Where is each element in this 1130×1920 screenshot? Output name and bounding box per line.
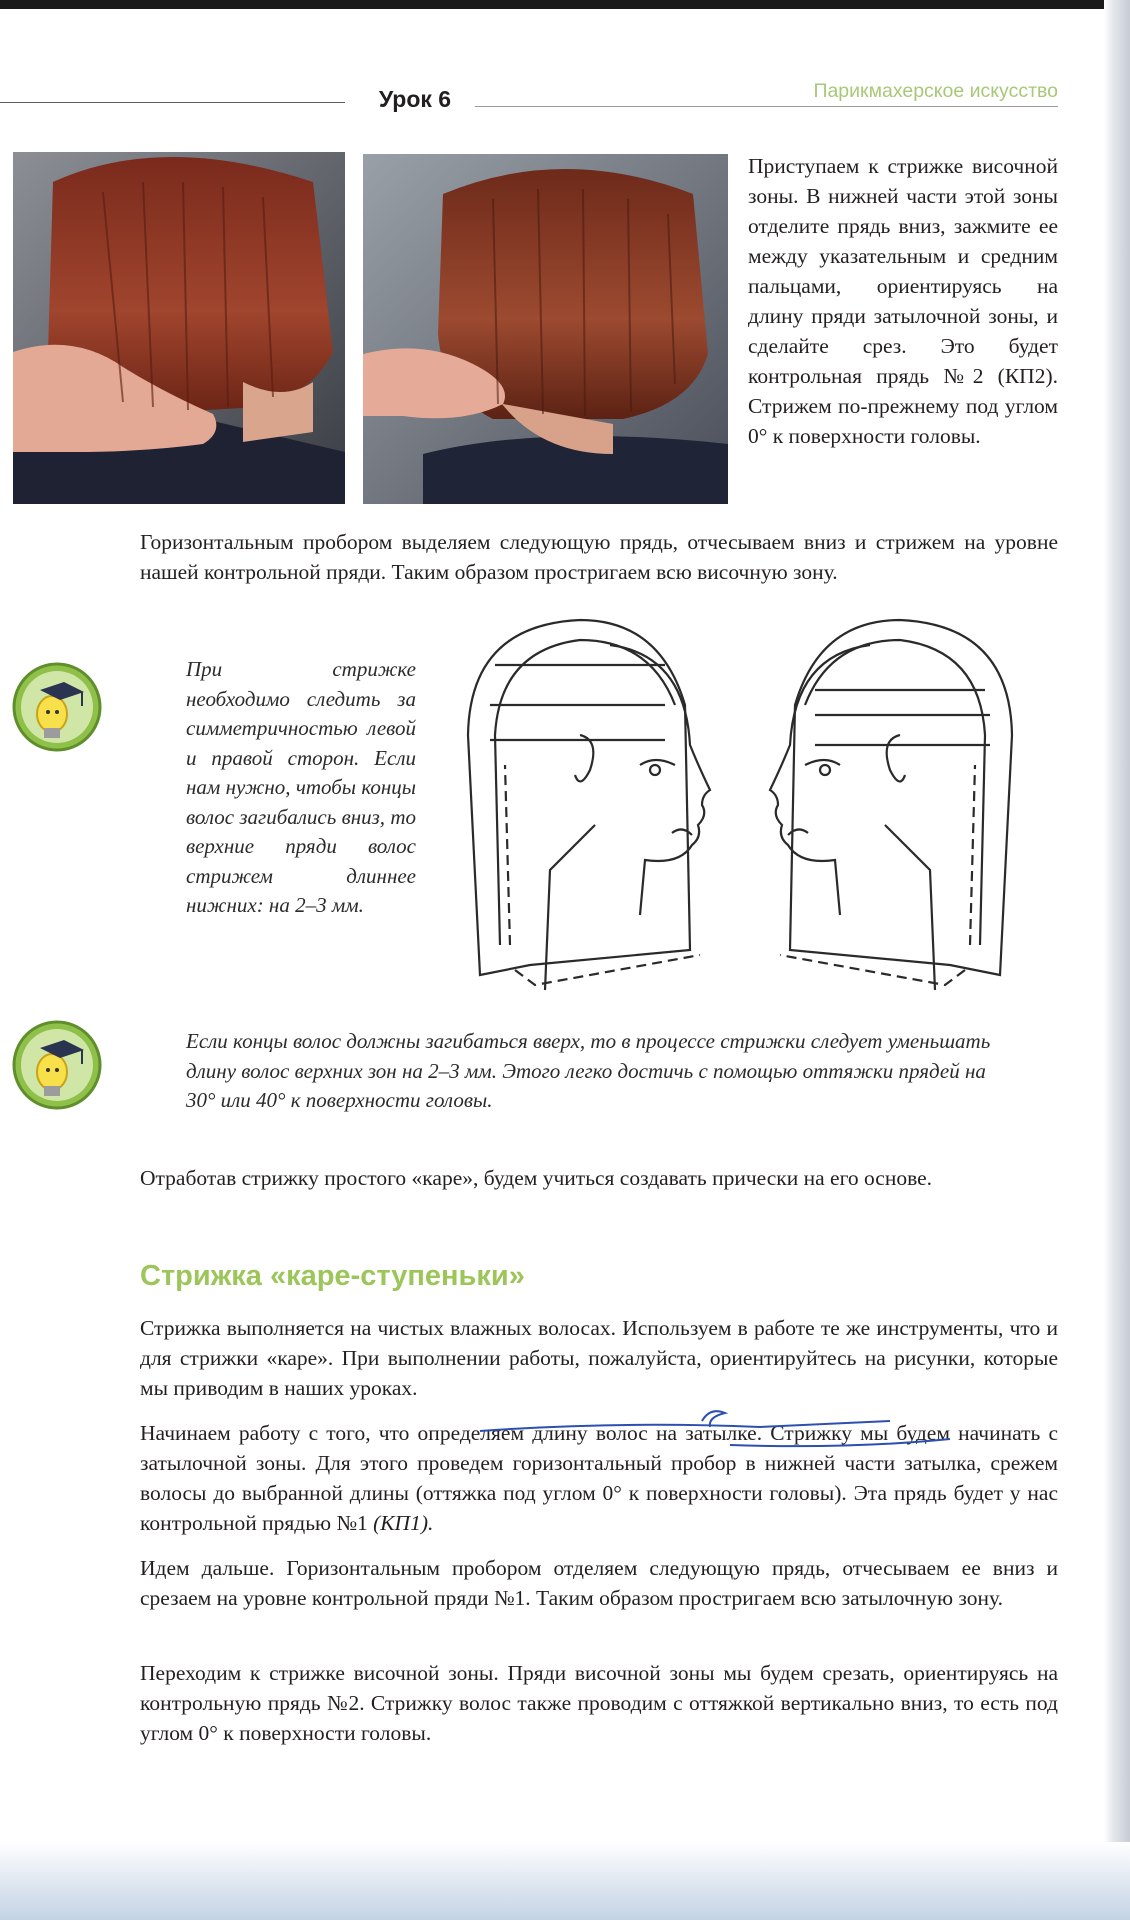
paragraph-temporal-zone: Горизонтальным пробором выделяем следующую прядь, отчесываем вниз и стрижем на уровне нашей контрольной пряди. Таким образом простригаем всю височную зону. — [140, 530, 1058, 584]
bob-haircut-diagram — [440, 615, 1040, 990]
haircut-photo-2 — [363, 154, 728, 504]
paragraph-occipital: Идем дальше. Горизонтальным пробором отделяем следующую прядь, отчесываем ее вниз и срезаем на уровне контрольной пряди №1. Таким образом простригаем всю затылочную зону. — [140, 1556, 1058, 1610]
paragraph-start-main: Начинаем работу с того, что определяем длину волос на затылке. Стрижку мы будем начинать с затылочной зоны. Для этого проведем горизонтальный пробор в нижней части затылка, срежем волосы до выбранной длины (оттяжка под углом 0° к поверхности головы). Эта прядь будет у нас контрольной прядью №1 — [140, 1421, 1058, 1535]
header-rule-right — [475, 106, 1058, 107]
scan-top-edge — [0, 0, 1130, 9]
pen-underline-mark — [470, 1405, 970, 1465]
lesson-number: Урок 6 — [378, 86, 452, 112]
tip-curl-up-text: Если концы волос должны загибаться вверх, то в процессе стрижки следует уменьшать длину волос верхних зон на 2–3 мм. Этого легко достичь с помощью оттяжки прядей на 30° или 40° к поверхности головы. — [186, 1029, 991, 1112]
haircut-photo-1 — [13, 152, 345, 504]
paragraph-transition: Отработав стрижку простого «каре», будем учиться создавать прически на его основе. — [140, 1166, 933, 1190]
scan-bottom-shadow — [0, 1842, 1130, 1920]
lightbulb-graduate-icon — [12, 662, 102, 752]
scan-right-shadow — [1104, 0, 1130, 1920]
tip-symmetry-text: При стрижке необходимо следить за симметричностью левой и правой сторон. Если нам нужно, чтобы концы волос загибались вниз, то верхние пряди волос стрижем длиннее нижних: на 2–3 мм. — [186, 657, 416, 917]
paragraph-tools: Стрижка выполняется на чистых влажных волосах. Используем в работе те же инструменты, что и для стрижки «каре». При выполнении работы, пожалуйста, ориентируйтесь на рисунки, которые мы приводим в наших уроках. — [140, 1316, 1058, 1400]
lightbulb-graduate-icon — [12, 1020, 102, 1110]
paragraph-temporal-cut: Переходим к стрижке височной зоны. Пряди височной зоны мы будем срезать, ориентируясь на контрольную прядь №2. Стрижку волос также проводим с оттяжкой вертикально вниз, то есть под углом 0° к поверхности головы. — [140, 1661, 1058, 1745]
intro-text: Приступаем к стрижке височной зоны. В нижней части этой зоны отделите прядь вниз, зажмите ее между указательным и средним пальцами, ориентируясь на длину пряди затылочной зоны, и сделайте срез. Это будет контрольная прядь №2 (КП2). Стрижем по-прежнему под углом 0° к поверхности головы. — [748, 154, 1058, 448]
book-title: Парикмахерское искусство — [813, 80, 1058, 102]
section-heading: Стрижка «каре-ступеньки» — [140, 1260, 525, 1292]
header-rule-left — [0, 102, 345, 103]
paragraph-start-italic: (КП1). — [373, 1511, 434, 1535]
